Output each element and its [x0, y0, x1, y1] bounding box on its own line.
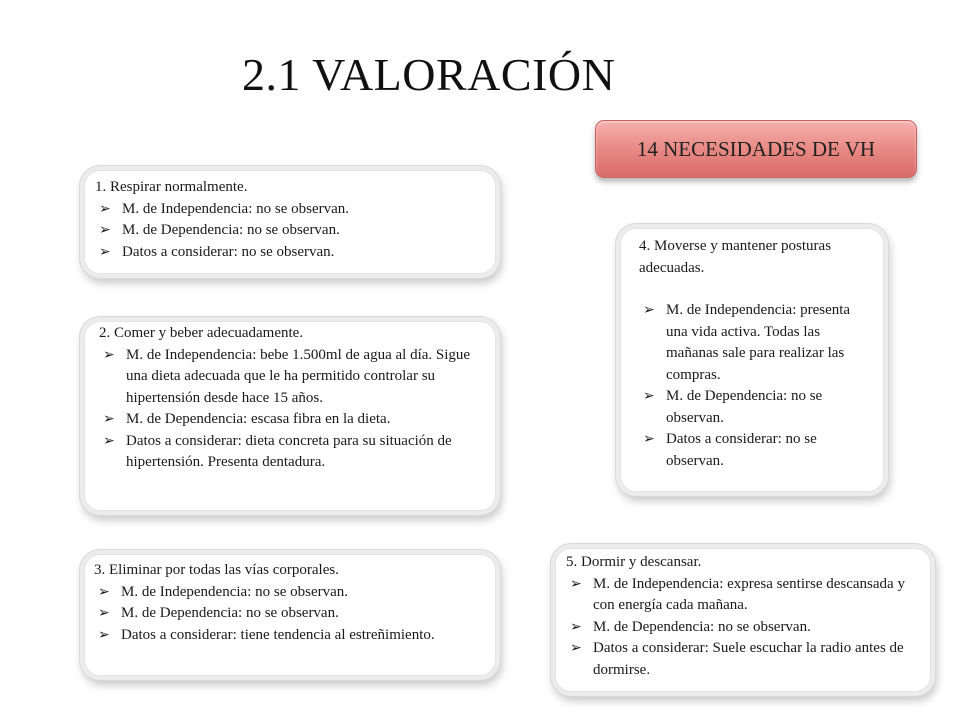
arrow-bullet-icon: ➢ — [103, 411, 115, 427]
bullet-list — [95, 199, 487, 264]
arrow-bullet-icon: ➢ — [99, 200, 111, 217]
card-eliminar — [84, 554, 496, 676]
list-item: ➢ M. de Dependencia: no se observan. — [95, 220, 487, 242]
arrow-bullet-icon: ➢ — [103, 432, 115, 449]
card-moverse — [620, 228, 884, 492]
arrow-bullet-icon: ➢ — [103, 346, 115, 363]
list-item: ➢ M. de Independencia: no se observan. — [94, 582, 487, 604]
bullet-list — [99, 345, 487, 474]
arrow-bullet-icon: ➢ — [643, 302, 655, 318]
card-heading: 2. Comer y beber adecuadamente. — [99, 325, 304, 341]
card-comer — [84, 321, 496, 511]
bullet-list — [566, 574, 922, 682]
list-item: ➢ M. de Independencia: presenta una vida activa. Todas las mañanas sale para realizar las compras. — [643, 302, 851, 383]
card-heading: 1. Respirar normalmente. — [95, 179, 248, 195]
list-item: ➢ M. de Independencia: no se observan. — [95, 199, 487, 221]
arrow-bullet-icon: ➢ — [643, 431, 655, 447]
card-heading: 5. Dormir y descansar. — [566, 554, 702, 570]
arrow-bullet-icon: ➢ — [643, 388, 655, 404]
necesidades-badge: 14 NECESIDADES DE VH — [595, 120, 917, 178]
list-item: ➢ M. de Dependencia: escasa fibra en la dieta. — [99, 409, 487, 431]
arrow-bullet-icon: ➢ — [98, 626, 110, 643]
list-item: ➢ M. de Dependencia: no se observan. — [94, 603, 487, 625]
slide-title: 2.1 VALORACIÓN — [242, 49, 616, 100]
list-item: ➢ Datos a considerar: Suele escuchar la radio antes de dormirse. — [570, 640, 904, 678]
bullet-list — [94, 582, 487, 647]
list-item: ➢ M. de Independencia: expresa sentirse descansada y con energía cada mañana. — [570, 575, 905, 613]
arrow-bullet-icon: ➢ — [99, 222, 111, 238]
card-respirar — [84, 170, 496, 274]
card-dormir — [555, 548, 931, 692]
arrow-bullet-icon: ➢ — [570, 575, 582, 592]
list-item: ➢ Datos a considerar: no se observan. — [95, 242, 487, 264]
card-heading: 3. Eliminar por todas las vías corporales. — [94, 562, 339, 578]
list-item: ➢ M. de Independencia: bebe 1.500ml de agua al día. Sigue una dieta adecuada que le ha permitido controlar su hipertensión desde hace 15 años. — [103, 346, 471, 406]
arrow-bullet-icon: ➢ — [98, 583, 110, 600]
arrow-bullet-icon: ➢ — [570, 618, 582, 635]
list-item: ➢ M. de Dependencia: no se observan. — [566, 617, 922, 639]
list-item: ➢ Datos a considerar: tiene tendencia al estreñimiento. — [94, 625, 487, 647]
arrow-bullet-icon: ➢ — [99, 243, 111, 260]
arrow-bullet-icon: ➢ — [98, 605, 110, 621]
list-item: ➢ Datos a considerar: dieta concreta para su situación de hipertensión. Presenta dentadura. — [103, 432, 452, 470]
arrow-bullet-icon: ➢ — [570, 640, 582, 656]
list-item: ➢ Datos a considerar: no se observan. — [643, 431, 817, 469]
list-item: ➢ M. de Dependencia: no se observan. — [643, 388, 823, 426]
card-heading: 4. Moverse y mantener posturas adecuadas. — [639, 238, 832, 276]
bullet-list — [639, 300, 875, 472]
